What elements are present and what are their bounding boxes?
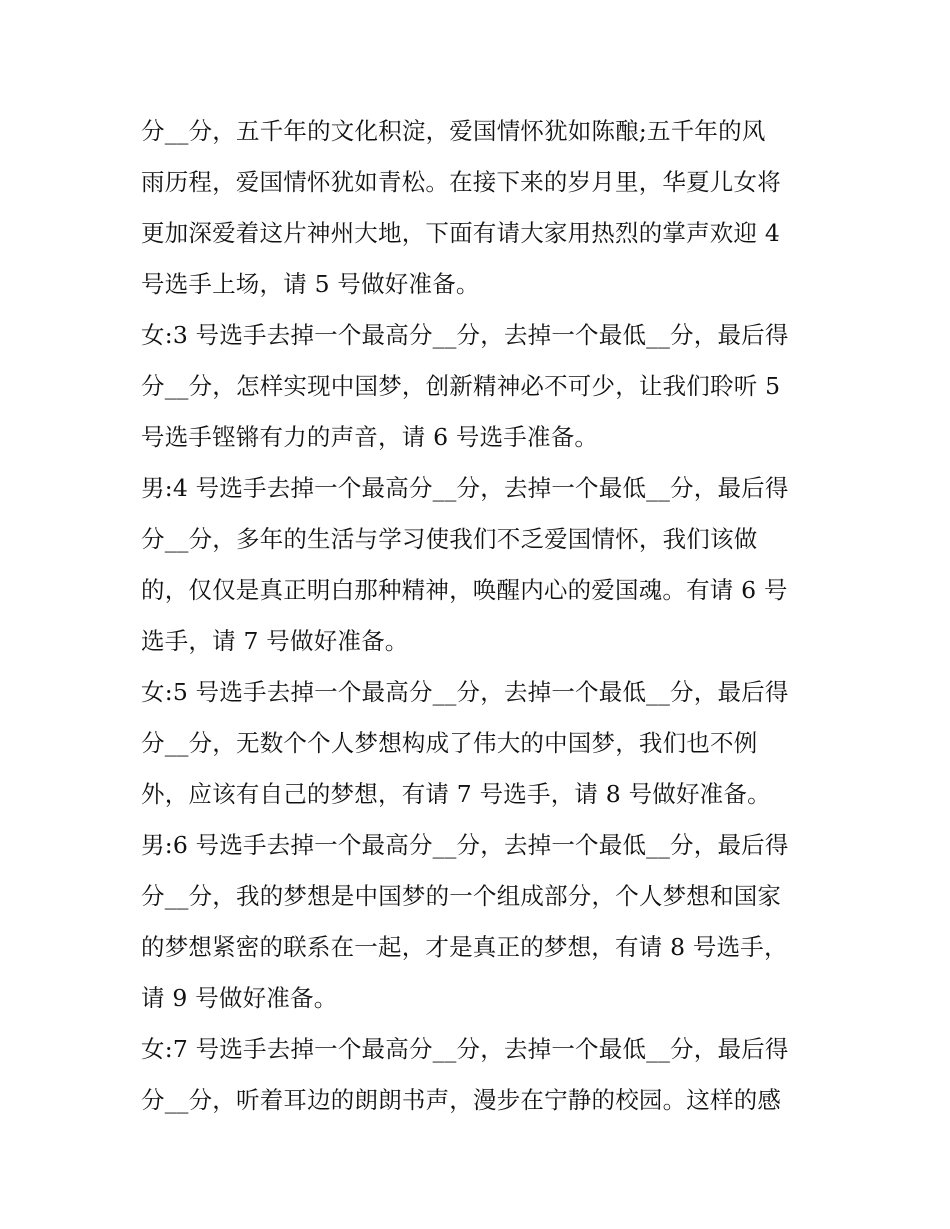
text-line: 男:6 号选手去掉一个最高分__分，去掉一个最低__分，最后得 <box>141 831 789 859</box>
text-line: 女:5 号选手去掉一个最高分__分，去掉一个最低__分，最后得 <box>141 678 789 706</box>
text-line: 女:3 号选手去掉一个最高分__分，去掉一个最低__分，最后得 <box>141 321 789 349</box>
text-line: 分__分，无数个个人梦想构成了伟大的中国梦，我们也不例 <box>141 729 758 757</box>
text-line: 雨历程，爱国情怀犹如青松。在接下来的岁月里，华夏儿女将 <box>141 168 781 196</box>
document-body <box>141 106 811 1126</box>
text-line: 外，应该有自己的梦想，有请 7 号选手，请 8 号做好准备。 <box>141 780 771 808</box>
text-line: 分__分，听着耳边的朗朗书声，漫步在宁静的校园。这样的感 <box>141 1086 782 1114</box>
text-line: 分__分，我的梦想是中国梦的一个组成部分，个人梦想和国家 <box>141 882 782 910</box>
text-line: 分__分，多年的生活与学习使我们不乏爱国情怀，我们该做 <box>141 525 758 553</box>
text-line: 女:7 号选手去掉一个最高分__分，去掉一个最低__分，最后得 <box>141 1035 789 1063</box>
text-line: 分__分，怎样实现中国梦，创新精神必不可少，让我们聆听 5 <box>141 372 781 400</box>
text-line: 选手，请 7 号做好准备。 <box>141 627 409 655</box>
text-line: 的梦想紧密的联系在一起，才是真正的梦想，有请 8 号选手， <box>141 933 788 961</box>
text-line: 请 9 号做好准备。 <box>141 984 338 1012</box>
text-line: 分__分，五千年的文化积淀，爱国情怀犹如陈酿;五千年的风 <box>141 117 766 145</box>
text-line: 号选手上场，请 5 号做好准备。 <box>141 270 480 298</box>
text-line: 更加深爱着这片神州大地，下面有请大家用热烈的掌声欢迎 4 <box>141 219 781 247</box>
text-line: 的，仅仅是真正明白那种精神，唤醒内心的爱国魂。有请 6 号 <box>141 576 788 604</box>
text-line: 男:4 号选手去掉一个最高分__分，去掉一个最低__分，最后得 <box>141 474 789 502</box>
text-line: 号选手铿锵有力的声音，请 6 号选手准备。 <box>141 423 599 451</box>
